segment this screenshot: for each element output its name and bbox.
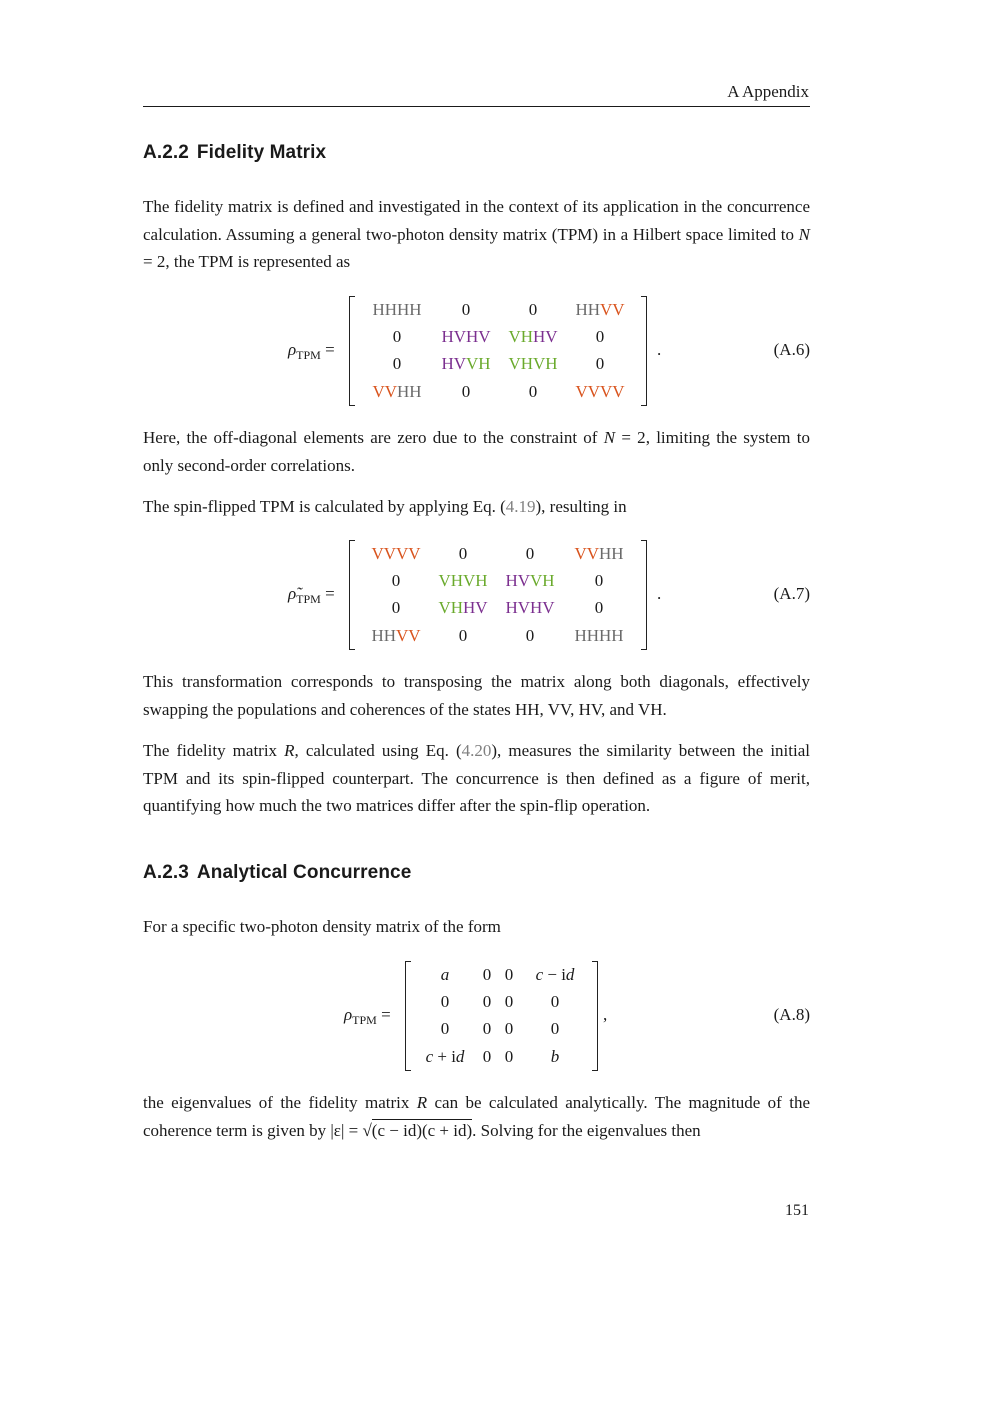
right-bracket [641, 296, 647, 406]
equation-number-a7: (A.7) [773, 584, 810, 603]
matrix-cell-segment: 0 [525, 544, 535, 563]
matrix-cell: 0 [504, 992, 514, 1011]
paragraph-off-diagonal [143, 424, 810, 479]
equation-a6-lhs [288, 340, 335, 360]
matrix-a7 [349, 540, 647, 650]
matrix-cell-segment: 0 [595, 327, 605, 346]
matrix-cell-segment: VH [466, 354, 491, 373]
rho-symbol: ρ [344, 1005, 353, 1024]
rho-symbol: ρ [288, 340, 297, 359]
equation-punctuation: , [603, 1005, 608, 1024]
matrix-cell-segment: HV [441, 354, 466, 373]
matrix-cell: c + id [425, 1047, 465, 1066]
matrix-cell-segment: VH [530, 571, 555, 590]
matrix-cell: 0 [482, 992, 492, 1011]
matrix-cell-segment: HVHV [441, 327, 491, 346]
matrix-cell [438, 598, 487, 618]
text-span: ), measures the similarity between the initial TPM and its spin-flipped counterpart. The concurrence is then defined as a figure of merit, quantifying how much the two matrices differ after the spin-flip operation. [143, 741, 810, 815]
equals-sign: = [325, 340, 335, 359]
running-header: A Appendix [727, 82, 809, 101]
matrix-cell-segment: HH [575, 300, 600, 319]
matrix-cell [575, 382, 624, 402]
matrix-cell-segment: VV [574, 544, 599, 563]
matrix-cell: 0 [550, 1019, 560, 1038]
matrix-cell [508, 327, 557, 347]
matrix-cell-segment: HH [397, 382, 422, 401]
matrix-cell [526, 544, 535, 564]
equation-a8-lhs [344, 1005, 391, 1025]
section-heading-fidelity-matrix [143, 142, 326, 164]
matrix-cell [372, 300, 421, 320]
matrix-cell [392, 571, 401, 591]
matrix-a6 [349, 296, 647, 406]
matrix-cell-segment: 0 [595, 354, 605, 373]
text-span: , the TPM is represented as [165, 252, 351, 271]
matrix-cell: c − id [535, 965, 575, 984]
equals-sign: = [325, 584, 335, 603]
matrix-cell-segment: VV [372, 382, 397, 401]
matrix-cell: b [550, 1047, 560, 1066]
matrix-cell-segment: HHHH [574, 626, 624, 645]
math-var: N [603, 428, 616, 447]
matrix-cell: 0 [504, 1047, 514, 1066]
equation-punctuation: . [657, 584, 662, 603]
equation-punctuation: . [657, 340, 662, 359]
subscript: TPM [296, 348, 321, 362]
text-span: ), resulting in [535, 497, 627, 516]
matrix-cell-segment: 0 [525, 626, 535, 645]
matrix-cell [438, 571, 487, 591]
matrix-cell-segment: 0 [391, 598, 401, 617]
paragraph-eigenvalues [143, 1089, 810, 1144]
matrix-cell [508, 354, 557, 374]
matrix-cell [595, 598, 604, 618]
matrix-cell [441, 327, 490, 347]
matrix-cell-segment: HV [533, 327, 558, 346]
fidelity-matrix-symbol: R [284, 741, 295, 760]
matrix-cell-segment: HV [505, 571, 530, 590]
section-title: Fidelity Matrix [196, 142, 327, 163]
section-heading-analytical-concurrence [143, 862, 411, 884]
matrix-cell-segment: 0 [461, 300, 471, 319]
header-rule [143, 106, 810, 107]
matrix-cell-segment: 0 [458, 626, 468, 645]
matrix-cell-segment: 0 [458, 544, 468, 563]
matrix-a8 [405, 961, 598, 1071]
matrix-cell-segment: 0 [594, 571, 604, 590]
text-span: , calculated using Eq. ( [294, 741, 462, 760]
paragraph-intro [143, 193, 810, 276]
matrix-cell [529, 300, 538, 320]
matrix-cell [505, 571, 554, 591]
text-span: = 2 [143, 252, 166, 271]
section-title: Analytical Concurrence [196, 862, 412, 883]
matrix-cell [371, 626, 420, 646]
subscript: TPM [296, 592, 321, 606]
text-span: The spin-flipped TPM is calculated by applying Eq. ( [143, 497, 506, 516]
matrix-cell-segment: 0 [461, 382, 471, 401]
text-span: Here, the off-diagonal elements are zero due to the constraint of [143, 428, 604, 447]
fidelity-matrix-symbol: R [416, 1093, 428, 1112]
subscript: TPM [352, 1013, 377, 1027]
matrix-cell [529, 382, 538, 402]
text-span: . Solving for the eigenvalues then [472, 1120, 701, 1140]
text-span: The fidelity matrix is defined and investigated in the context of its application in the concurrence calculation. Assuming a general two-photon density matrix (TPM) in a Hilbert space limited to [143, 197, 810, 244]
matrix-cell [462, 382, 471, 402]
rho-tilde-symbol: ρ̃ [288, 584, 297, 603]
matrix-cell-segment: VH [438, 598, 463, 617]
equation-number-a6: (A.6) [773, 340, 810, 359]
matrix-cell [574, 626, 623, 646]
sqrt-radicand: (c − id)(c + id) [371, 1120, 473, 1140]
matrix-cell-segment: HH [599, 544, 624, 563]
matrix-cell [459, 626, 468, 646]
text-span: the eigenvalues of the fidelity matrix [143, 1093, 417, 1112]
matrix-cell [526, 626, 535, 646]
matrix-cell: 0 [550, 992, 560, 1011]
matrix-cell-segment: HV [463, 598, 488, 617]
matrix-cell-segment: VV [600, 300, 625, 319]
equation-reference-link[interactable]: 4.20 [461, 741, 492, 760]
left-bracket [349, 540, 355, 650]
matrix-cell [595, 571, 604, 591]
paragraph-specific-tpm: For a specific two-photon density matrix of the form [143, 917, 501, 936]
paragraph-spin-flipped [143, 493, 810, 521]
equation-a7-lhs [288, 584, 335, 604]
text-span: = 2 [615, 428, 646, 447]
section-number: A.2.3 [143, 862, 189, 883]
right-bracket [592, 961, 598, 1071]
matrix-cell [393, 354, 402, 374]
matrix-cell: 0 [504, 965, 514, 984]
matrix-cell-segment: VHVH [438, 571, 488, 590]
matrix-cell-segment: VVVV [371, 544, 421, 563]
text-span: The fidelity matrix [143, 741, 285, 760]
matrix-cell-segment: 0 [392, 327, 402, 346]
matrix-cell [505, 598, 554, 618]
equals-sign: = [381, 1005, 391, 1024]
matrix-cell [459, 544, 468, 564]
matrix-cell [574, 544, 623, 564]
matrix-cell-segment: HHHH [372, 300, 422, 319]
matrix-cell-segment: HH [371, 626, 396, 645]
paragraph-fidelity-r [143, 737, 810, 820]
matrix-cell-segment: VV [396, 626, 421, 645]
matrix-cell: 0 [482, 965, 492, 984]
matrix-cell [596, 354, 605, 374]
matrix-cell-segment: 0 [594, 598, 604, 617]
matrix-cell-segment: 0 [391, 571, 401, 590]
text-span: , limiting the system to only second-order correlations. [143, 428, 811, 475]
matrix-cell [392, 598, 401, 618]
matrix-cell-segment: VH [508, 327, 533, 346]
matrix-cell-segment: HVHV [505, 598, 555, 617]
epsilon-expression: |ε| = [330, 1120, 359, 1140]
matrix-cell [462, 300, 471, 320]
left-bracket [405, 961, 411, 1071]
matrix-cell: 0 [482, 1047, 492, 1066]
math-var: N [798, 224, 810, 244]
matrix-cell [372, 382, 421, 402]
matrix-cell [441, 354, 490, 374]
left-bracket [349, 296, 355, 406]
page-number: 151 [785, 1202, 809, 1219]
matrix-cell: 0 [482, 1019, 492, 1038]
section-number: A.2.2 [143, 142, 189, 163]
matrix-cell: 0 [440, 1019, 450, 1038]
matrix-cell-segment: VVVV [575, 382, 625, 401]
matrix-cell-segment: VHVH [508, 354, 558, 373]
paragraph-transformation: This transformation corresponds to transposing the matrix along both diagonals, effectively swapping the populations and coherences of the states HH, VV, HV, and VH. [143, 672, 810, 719]
matrix-cell: 0 [440, 992, 450, 1011]
text-span: can be calculated analytically. The magnitude of the coherence term is given by [143, 1093, 810, 1140]
right-bracket [641, 540, 647, 650]
matrix-cell [596, 327, 605, 347]
matrix-cell [393, 327, 402, 347]
matrix-cell-segment: 0 [392, 354, 402, 373]
matrix-cell: 0 [504, 1019, 514, 1038]
matrix-cell-segment: 0 [528, 300, 538, 319]
matrix-cell [371, 544, 420, 564]
equation-number-a8: (A.8) [773, 1005, 810, 1024]
matrix-cell: a [440, 965, 450, 984]
equation-reference-link[interactable]: 4.19 [505, 497, 536, 516]
sqrt-sign: √ [362, 1120, 372, 1140]
matrix-cell [575, 300, 624, 320]
matrix-cell-segment: 0 [528, 382, 538, 401]
